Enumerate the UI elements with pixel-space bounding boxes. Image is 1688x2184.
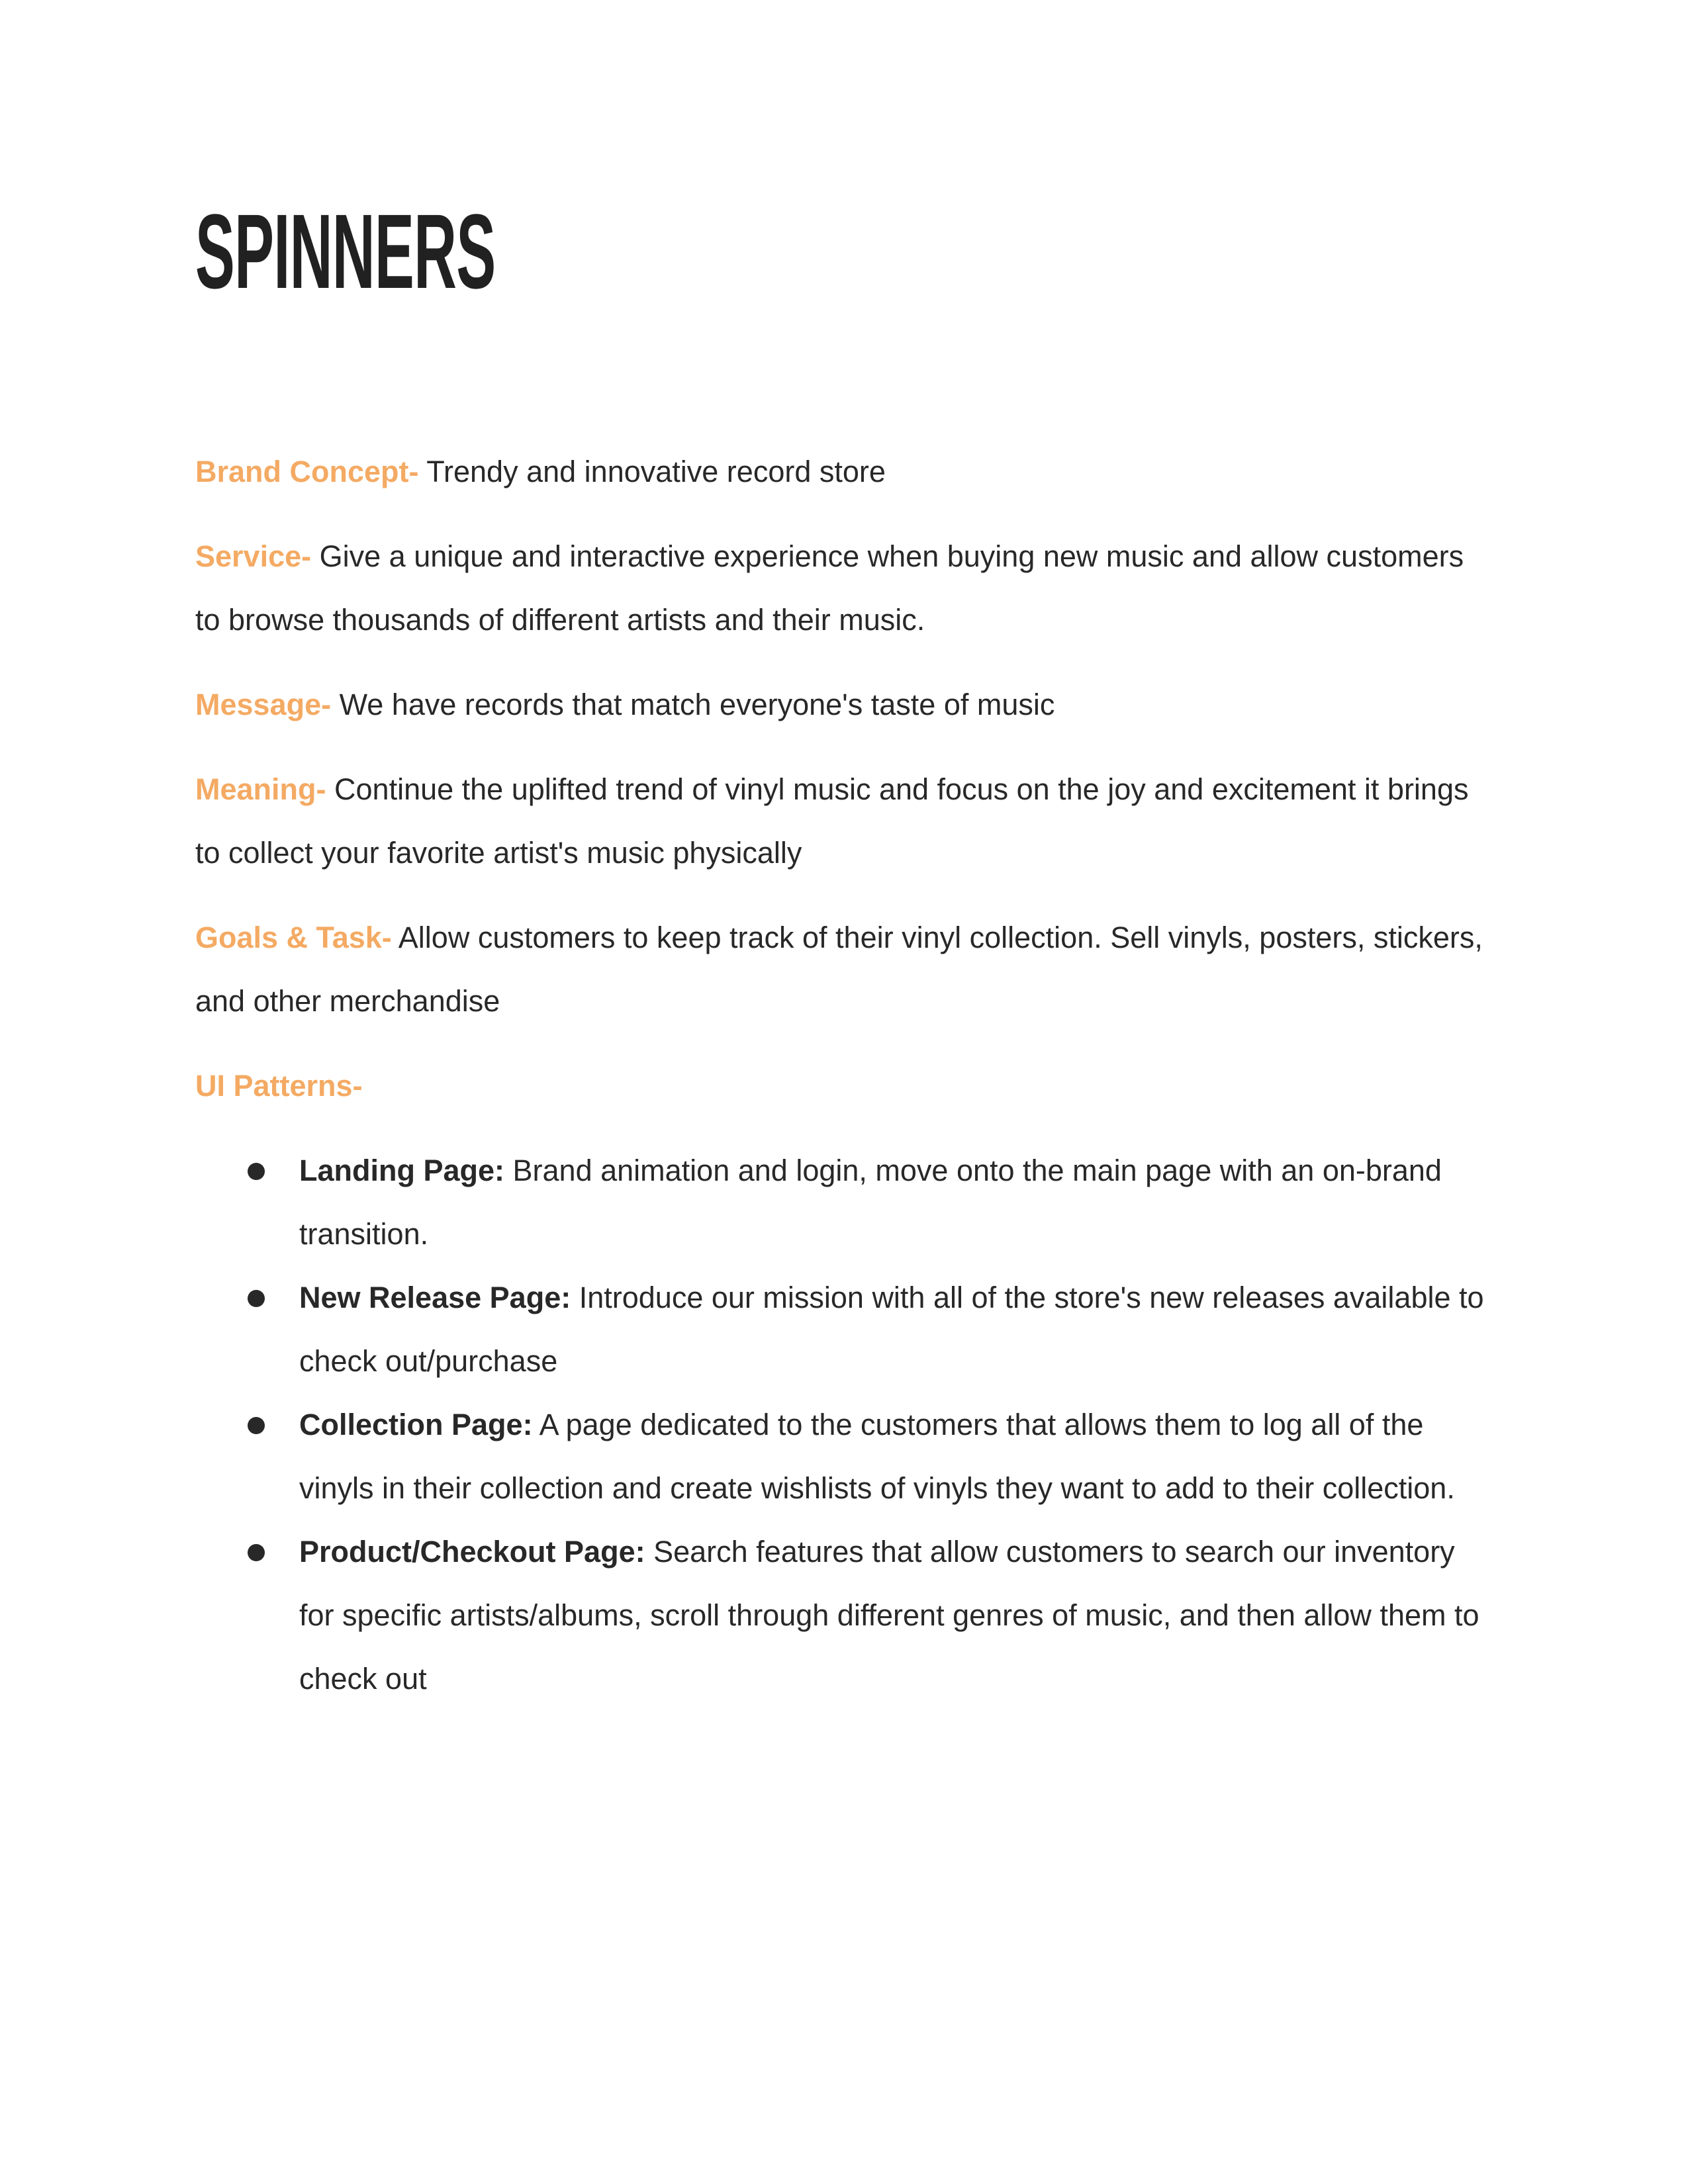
ui-pattern-item-product-checkout-page	[256, 1520, 1489, 1711]
bullet-icon	[248, 1290, 265, 1307]
section-service-label: Service-	[195, 539, 312, 573]
section-ui-patterns-label: UI Patterns-	[195, 1069, 363, 1103]
ui-pattern-landing-page-text: Brand animation and login, move onto the main page with an on-brand transition.	[299, 1154, 1442, 1251]
bullet-icon	[248, 1544, 265, 1561]
section-service	[195, 525, 1489, 652]
ui-pattern-item-collection-page	[256, 1393, 1489, 1520]
document-body	[195, 440, 1489, 1711]
section-goals-task-label: Goals & Task-	[195, 921, 392, 954]
section-goals-task-text: Allow customers to keep track of their vinyl collection. Sell vinyls, posters, stickers, and other merchandise	[195, 921, 1483, 1018]
ui-pattern-new-release-page-label: New Release Page:	[299, 1281, 571, 1314]
bullet-icon	[248, 1163, 265, 1180]
ui-pattern-landing-page-label: Landing Page:	[299, 1154, 505, 1187]
section-message-label: Message-	[195, 688, 332, 721]
ui-pattern-product-checkout-page-text: Search features that allow customers to search our inventory for specific artists/albums, scroll through different genres of music, and then allow them to check out	[299, 1535, 1479, 1696]
section-meaning-text: Continue the uplifted trend of vinyl music and focus on the joy and excitement it brings to collect your favorite artist's music physically	[195, 772, 1469, 870]
document-page	[0, 192, 1688, 2184]
ui-pattern-item-landing-page	[256, 1139, 1489, 1266]
section-brand-concept-label: Brand Concept-	[195, 455, 419, 488]
section-meaning-label: Meaning-	[195, 772, 326, 806]
section-ui-patterns-heading	[195, 1054, 1489, 1118]
section-brand-concept	[195, 440, 1489, 504]
section-message	[195, 673, 1489, 737]
ui-pattern-item-new-release-page	[256, 1266, 1489, 1393]
page-title-text: SPINNERS	[195, 192, 496, 310]
ui-pattern-collection-page-text: A page dedicated to the customers that allows them to log all of the vinyls in their collection and create wishlists of vinyls they want to add to their collection.	[299, 1408, 1455, 1505]
ui-patterns-list	[195, 1139, 1489, 1711]
ui-pattern-collection-page-label: Collection Page:	[299, 1408, 533, 1441]
bullet-icon	[248, 1417, 265, 1434]
page-title	[195, 192, 1493, 310]
ui-pattern-product-checkout-page-label: Product/Checkout Page:	[299, 1535, 645, 1569]
ui-pattern-new-release-page-text: Introduce our mission with all of the store's new releases available to check out/purchase	[299, 1281, 1484, 1378]
section-brand-concept-text: Trendy and innovative record store	[426, 455, 886, 488]
section-service-text: Give a unique and interactive experience when buying new music and allow customers to browse thousands of different artists and their music.	[195, 539, 1464, 637]
section-message-text: We have records that match everyone's taste of music	[339, 688, 1055, 721]
section-goals-task	[195, 906, 1489, 1033]
section-meaning	[195, 758, 1489, 885]
